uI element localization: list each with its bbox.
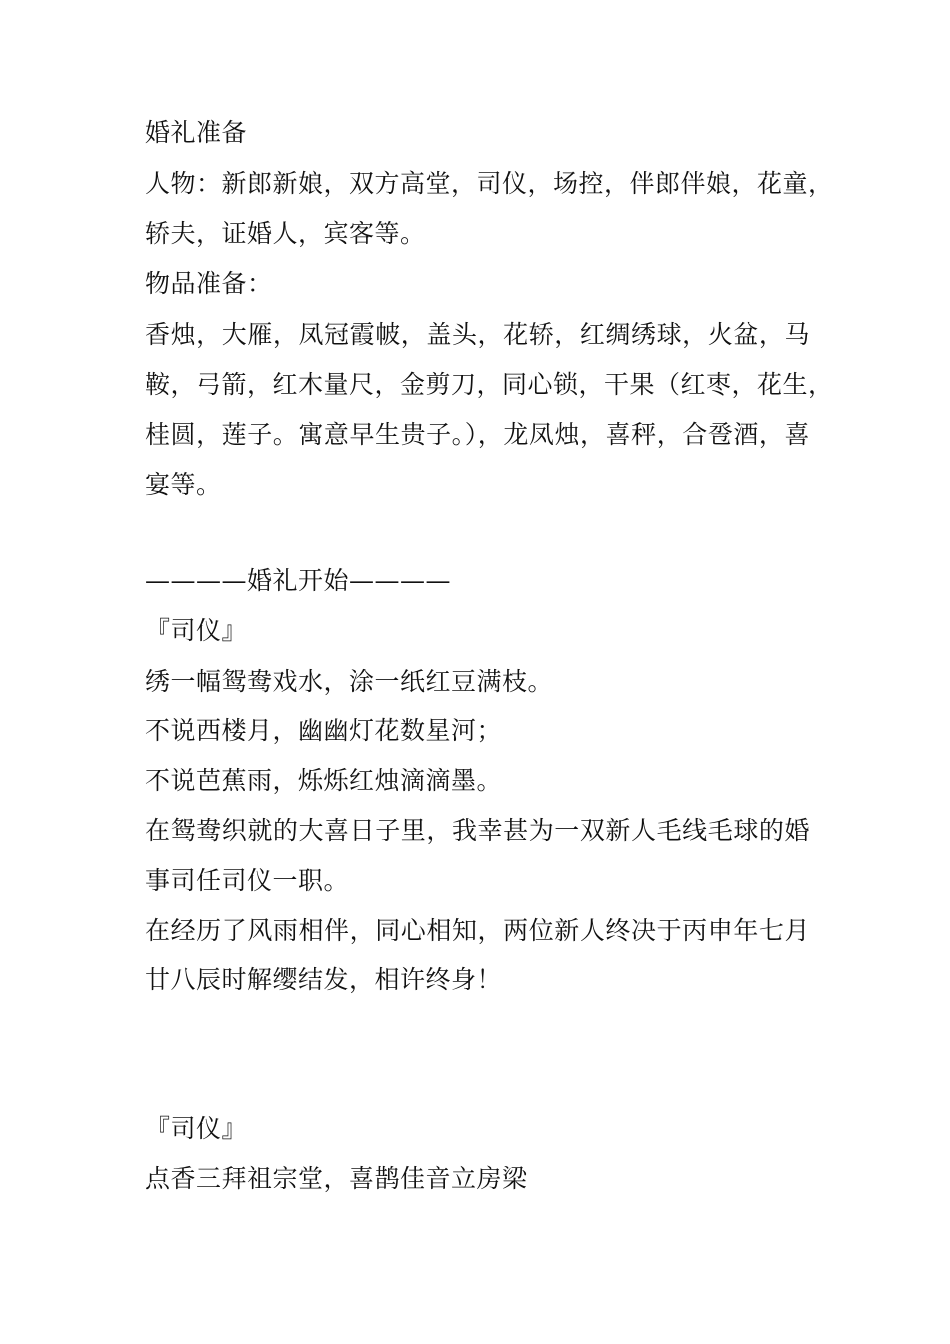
paragraph-1-line-2: 事司任司仪一职。 — [145, 866, 350, 895]
items-line-4: 宴等。 — [145, 470, 222, 499]
characters-line-1: 人物：新郎新娘，双方高堂，司仪，场控，伴郎伴娘，花童， — [145, 169, 834, 198]
role-label-emcee-2: 『司仪』 — [145, 1114, 248, 1143]
items-line-1: 香烛，大雁，凤冠霞帔，盖头，花轿，红绸绣球，火盆，马 — [145, 320, 810, 349]
paragraph-2-line-1: 在经历了风雨相伴，同心相知，两位新人终决于丙申年七月 — [145, 916, 810, 945]
poem-line-1: 绣一幅鸳鸯戏水，涂一纸红豆满枝。 — [145, 667, 554, 696]
poem-line-2: 不说西楼月，幽幽灯花数星河； — [145, 716, 503, 745]
section-heading-wedding-preparation: 婚礼准备 — [145, 118, 248, 147]
items-line-3: 桂圆，莲子。寓意早生贵子。），龙凤烛，喜秤，合卺酒，喜 — [145, 420, 810, 449]
items-line-2: 鞍，弓箭，红木量尺，金剪刀，同心锁，干果（红枣，花生， — [145, 370, 834, 399]
poem-line-3: 不说芭蕉雨，烁烁红烛滴滴墨。 — [145, 766, 503, 795]
paragraph-1-line-1: 在鸳鸯织就的大喜日子里，我幸甚为一双新人毛线毛球的婚 — [145, 816, 810, 845]
poem-2-line-1: 点香三拜祖宗堂，喜鹊佳音立房梁 — [145, 1164, 528, 1193]
role-label-emcee-1: 『司仪』 — [145, 616, 248, 645]
characters-line-2: 轿夫，证婚人，宾客等。 — [145, 219, 426, 248]
paragraph-2-line-2: 廿八辰时解缨结发，相许终身！ — [145, 965, 503, 994]
ceremony-start-divider: ————婚礼开始———— — [145, 566, 452, 595]
items-heading: 物品准备： — [145, 269, 273, 298]
